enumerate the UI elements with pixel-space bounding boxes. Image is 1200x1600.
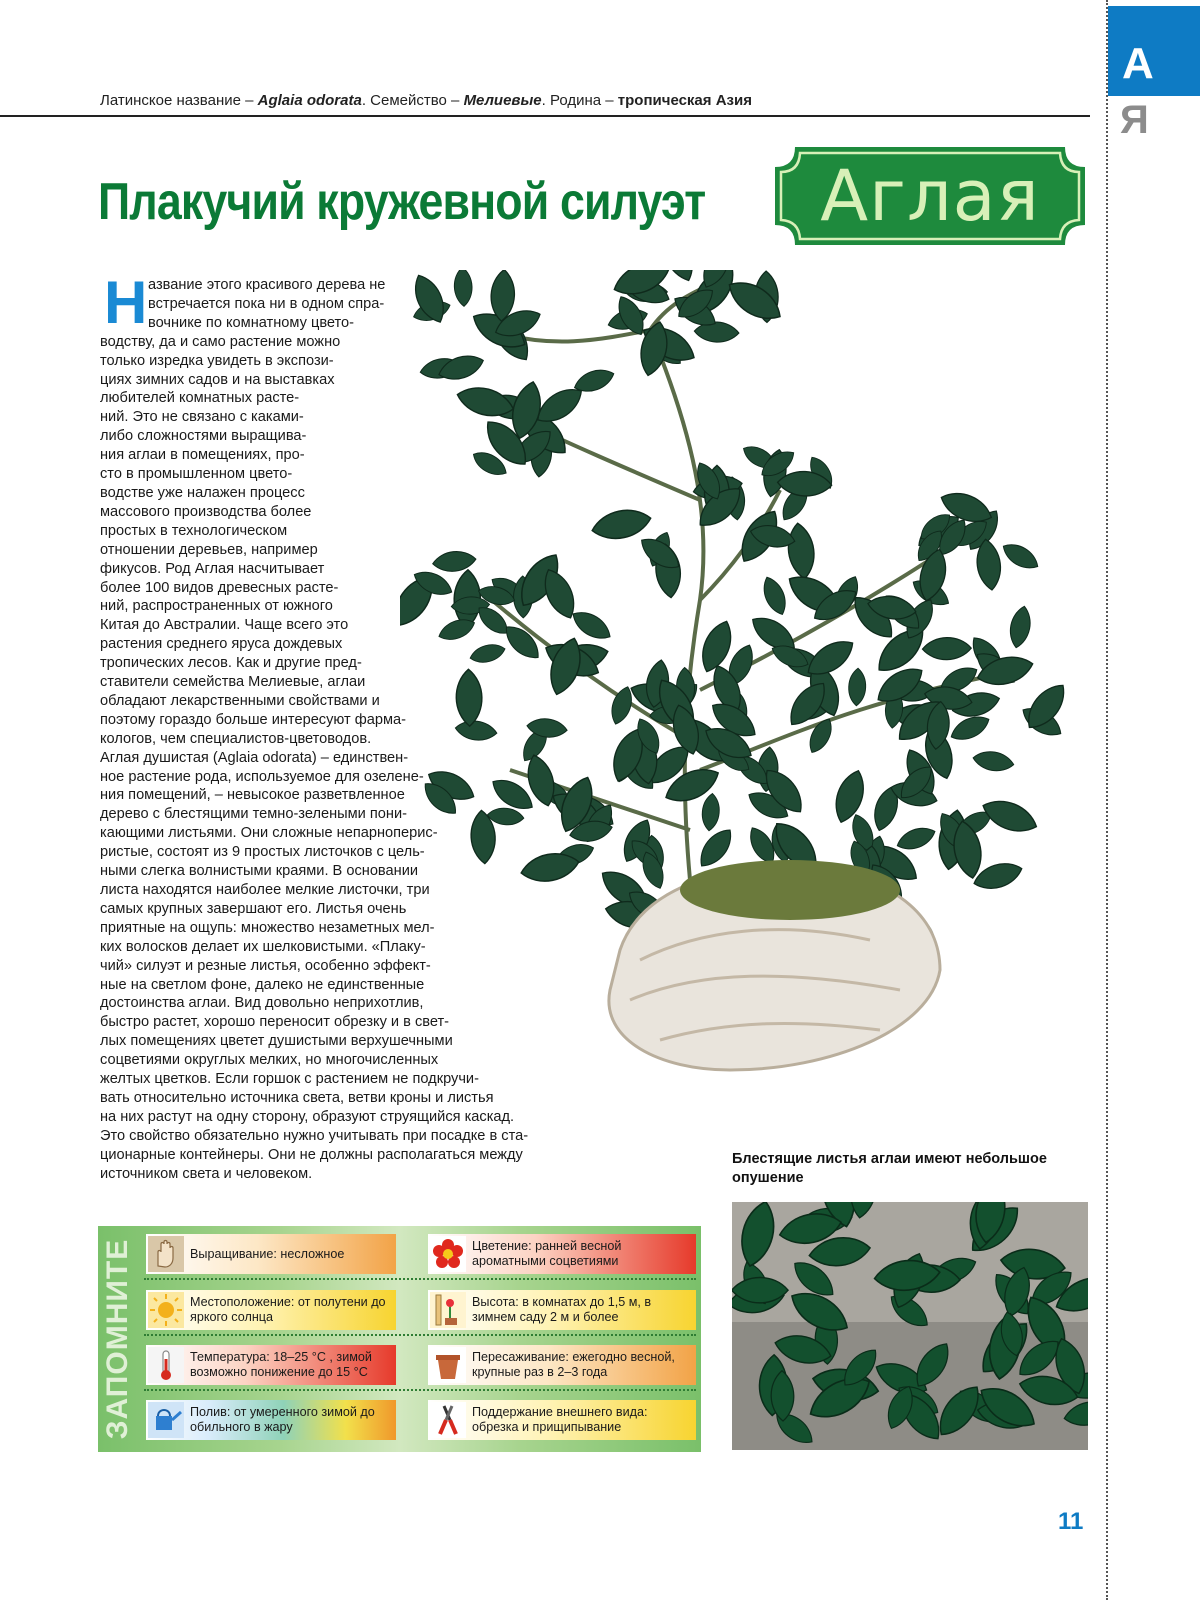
flower-pot-icon [430, 1347, 466, 1383]
body-text-line: достоинства аглаи. Вид довольно неприхотлив, [100, 995, 424, 1012]
body-text-line: ционарные контейнеры. Они не должны располагаться между [100, 1146, 523, 1163]
plant-name: Аглая [820, 155, 1040, 237]
remember-item-watering [146, 1400, 396, 1440]
remember-text: Выращивание: несложное [190, 1246, 345, 1261]
body-text-line: дерево с блестящими темно-зелеными пони- [100, 806, 407, 823]
body-text-line: отношении деревьев, например [100, 541, 318, 558]
plant-illustration [400, 270, 1100, 1110]
body-text-line: кологов, чем специалистов-цветоводов. [100, 730, 372, 747]
photo-caption: Блестящие листья аглаи имеют небольшое опушение [732, 1151, 1047, 1186]
body-text-line: либо сложностями выращива- [100, 428, 307, 445]
ruler-plant-icon [430, 1292, 466, 1328]
aglaia-plant-image [400, 270, 1100, 1110]
remember-item-repotting [428, 1345, 696, 1385]
header-rule [0, 115, 1090, 117]
flower-icon [430, 1236, 466, 1272]
dotted-divider [144, 1278, 696, 1280]
body-text-line: листа находятся наиболее мелкие листочки, три [100, 882, 430, 898]
body-text-line: растения среднего яруса дождевых [100, 636, 343, 653]
remember-panel [98, 1226, 701, 1452]
side-index-rail [1106, 0, 1108, 1600]
body-text-line: приятные на ощупь: множество незаметных мел- [100, 919, 435, 936]
body-text-line: Это свойство обязательно нужно учитывать при посадке в ста- [100, 1127, 529, 1144]
body-text-line: поэтому гораздо больше интересуют фарма- [100, 711, 407, 728]
body-text-line: простых в технологическом [100, 522, 288, 539]
shell-pot-icon [609, 860, 940, 1070]
header-latin-name: Aglaia odorata [257, 92, 362, 109]
remember-item-flowering [428, 1234, 696, 1274]
body-text-line: ния помещений, – невысокое разветвленное [100, 787, 405, 804]
body-text-line: обладают лекарственными свойствами и [100, 692, 380, 709]
body-text-line: вочнике по комнатному цвето- [148, 314, 355, 331]
remember-item-location [146, 1290, 396, 1330]
body-text-line: более 100 видов древесных расте- [100, 579, 339, 596]
header-homeland-prefix: . Родина – [541, 92, 618, 109]
body-text-line: встречается пока ни в одном спра- [148, 295, 385, 312]
body-text-line: циях зимних садов и на выставках [100, 371, 335, 388]
body-text-line: ными слегка волнистыми краями. В основании [100, 863, 418, 880]
body-text-line: ких волосков делает их шелковистыми. «Плаку- [100, 938, 426, 955]
watering-can-icon [148, 1402, 184, 1438]
page-number: 11 [1058, 1508, 1084, 1535]
page-title: Плакучий кружевной силуэт [98, 173, 706, 231]
remember-item-maintenance [428, 1400, 696, 1440]
drop-cap: Н [104, 269, 148, 336]
body-text-line: азвание этого красивого дерева не [148, 277, 386, 293]
remember-text: Пересаживание: ежегодно весной, крупные раз в 2–3 года [472, 1350, 675, 1379]
body-text-line: сто в промышленном цвето- [100, 466, 293, 483]
header-homeland: тропическая Азия [617, 92, 752, 109]
remember-text: Температура: 18–25 °С , зимой возможно понижение до 15 °С [190, 1350, 372, 1379]
dotted-divider [144, 1334, 696, 1336]
remember-item-cultivation [146, 1234, 396, 1274]
body-text-line: ставители семейства Мелиевые, аглаи [100, 674, 366, 691]
remember-text: Полив: от умеренного зимой до обильного в жару [190, 1405, 375, 1434]
body-text-line: лых помещениях цветет душистыми верхушечными [100, 1033, 453, 1050]
remember-label [98, 1226, 138, 1452]
thermometer-icon [148, 1347, 184, 1383]
body-text-line: ное растение рода, используемое для озелене- [100, 768, 424, 785]
aglaia-leaves-photo [732, 1202, 1088, 1450]
body-text-line: массового производства более [100, 503, 312, 520]
index-tab-letter-a: А [1108, 6, 1200, 96]
body-text-line: соцветиями округлых мелких, но многочисленных [100, 1052, 439, 1069]
body-text-line: самых крупных завершают его. Листья очень [100, 900, 407, 917]
plant-name-plate [773, 145, 1087, 247]
body-text-line: фикусов. Род Аглая насчитывает [100, 560, 325, 577]
body-text-line: тропических лесов. Как и другие пред- [100, 655, 362, 672]
remember-text: Местоположение: от полутени до яркого солнца [190, 1295, 386, 1324]
sun-icon [148, 1292, 184, 1328]
body-text-line: источником света и человеком. [100, 1165, 313, 1182]
body-text-line: водству, да и само растение можно [100, 333, 341, 350]
body-text-line: ния аглаи в помещениях, про- [100, 447, 305, 464]
body-text-line: водстве уже налажен процесс [100, 484, 305, 501]
remember-label-text: ЗАПОМНИТЕ [101, 1238, 134, 1440]
dotted-divider [144, 1389, 696, 1391]
body-text-line: кающими листьями. Они сложные непарноперис- [100, 825, 438, 842]
header-latin-prefix: Латинское название – [100, 92, 258, 109]
remember-item-temperature [146, 1345, 396, 1385]
body-text-line: желтых цветков. Если горшок с растением не подкручи- [100, 1071, 479, 1088]
remember-text: Высота: в комнатах до 1,5 м, в зимнем саду 2 м и более [472, 1295, 652, 1324]
remember-item-height [428, 1290, 696, 1330]
body-text-line: ний. Это не связано с каками- [100, 409, 304, 426]
body-text-line: чий» силуэт и резные листья, особенно эффект- [100, 957, 431, 974]
body-text-line: любителей комнатных расте- [100, 390, 300, 407]
body-text-line: на них растут на одну сторону, образуют струящийся каскад. [100, 1108, 515, 1125]
running-header [100, 92, 752, 109]
body-text-line: Аглая душистая (Aglaia odorata) – единствен- [100, 749, 409, 766]
leaves-closeup-photo [732, 1202, 1088, 1450]
body-text-line: ристые, состоят из 9 простых листочков с цель- [100, 844, 425, 861]
remember-text: Поддержание внешнего вида: обрезка и прищипывание [472, 1405, 648, 1434]
header-family-name: Мелиевые [463, 92, 542, 109]
body-text-line: Китая до Австралии. Чаще всего это [100, 617, 349, 634]
hand-icon [148, 1236, 184, 1272]
body-text-line: вать относительно источника света, ветви кроны и листья [100, 1089, 494, 1106]
remember-text: Цветение: ранней весной ароматными соцветиями [472, 1239, 622, 1268]
body-text-line: ний, распространенных от южного [100, 598, 333, 615]
index-tab-letter-ya: Я [1120, 98, 1149, 142]
pruning-shears-icon [430, 1402, 466, 1438]
body-text-line: только изредка увидеть в экспози- [100, 352, 334, 369]
header-family-prefix: . Семейство – [361, 92, 464, 109]
body-text-line: ные на светлом фоне, далеко не единственные [100, 976, 425, 993]
body-text-line: быстро растет, хорошо переносит обрезку и в свет- [100, 1014, 450, 1031]
